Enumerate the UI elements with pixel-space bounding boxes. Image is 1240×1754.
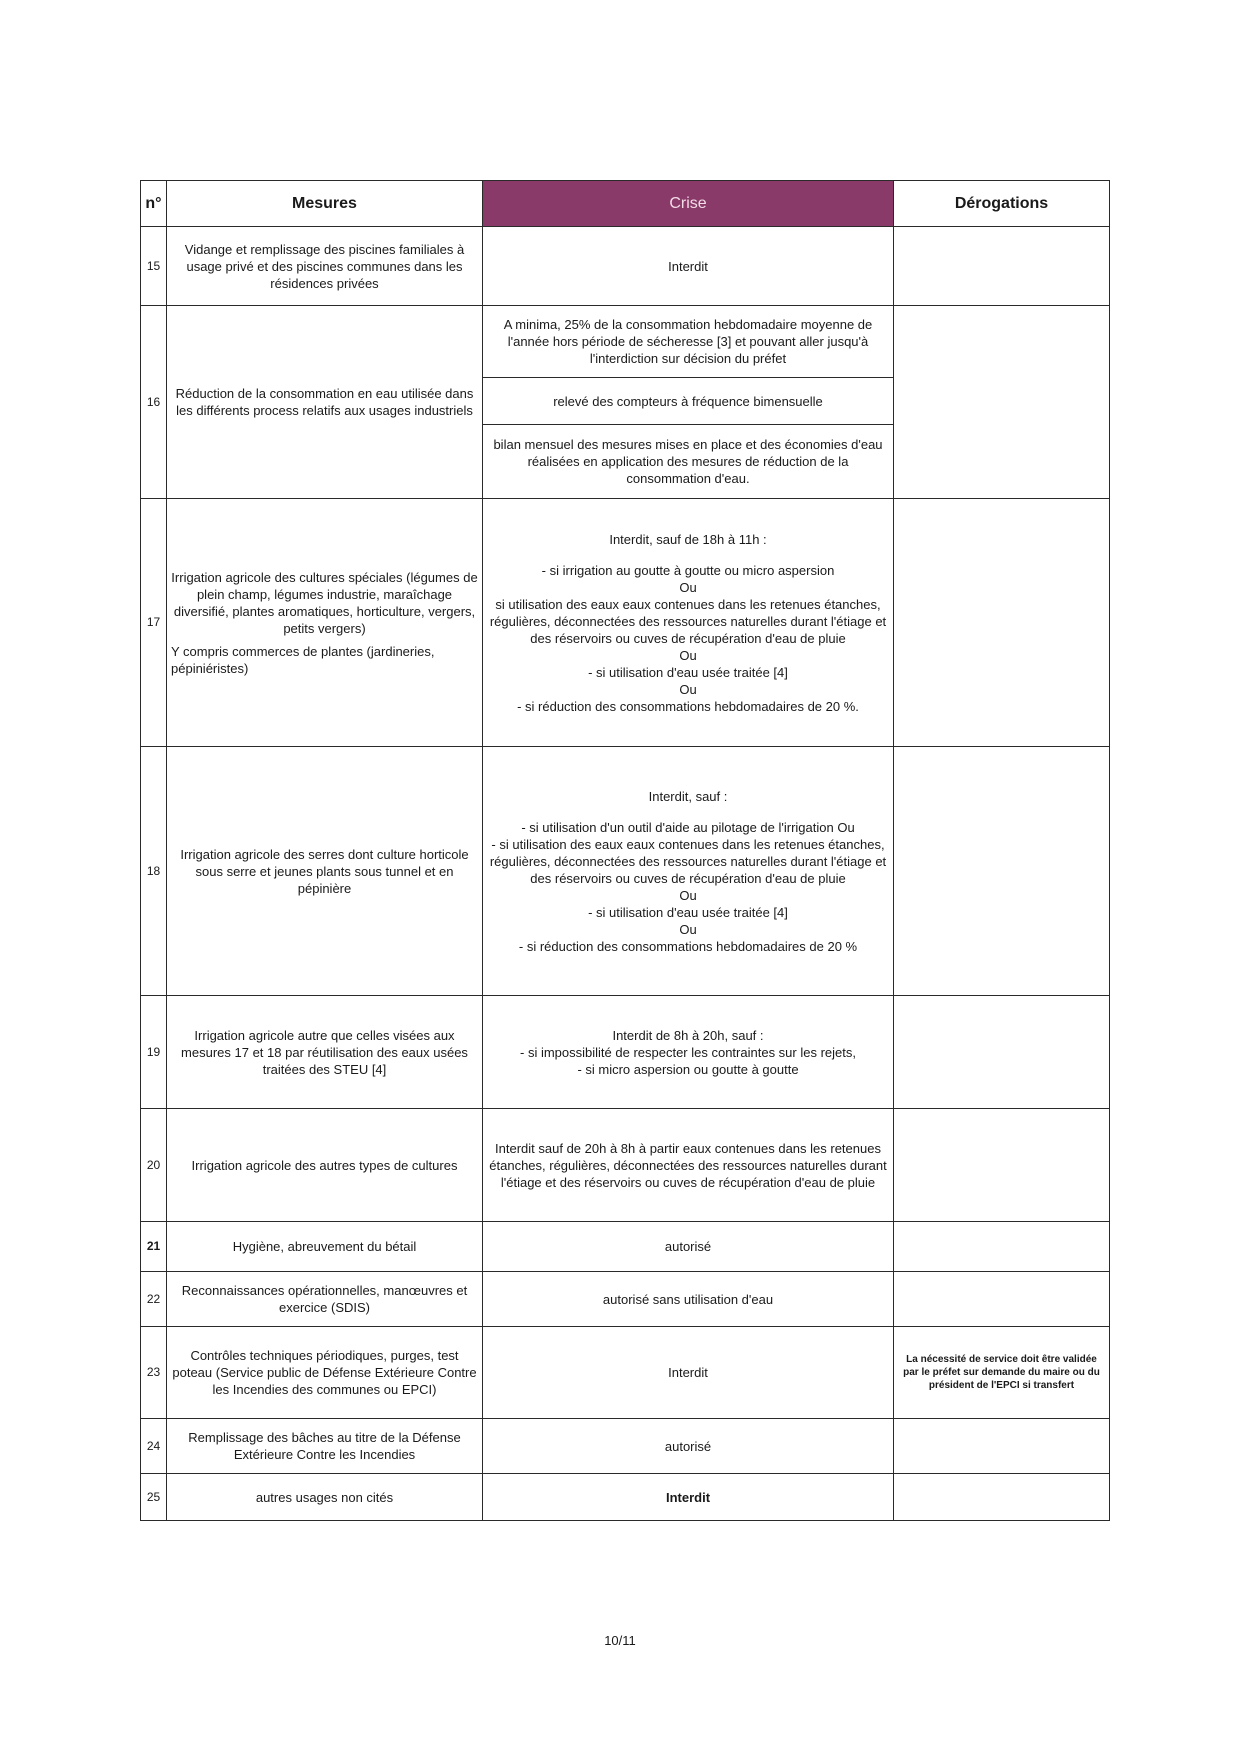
mesure-cell — [167, 499, 483, 747]
table-row — [141, 306, 1110, 378]
crise-cell: Interdit sauf de 20h à 8h à partir eaux contenues dans les retenues étanches, régulières, déconnectées des ressources naturelles durant l'étiage et des réservoirs ou cuves de récupération d'eau de pluie — [483, 1109, 894, 1222]
crise-line: - si utilisation d'un outil d'aide au pilotage de l'irrigation Ou — [521, 819, 855, 835]
crise-line: - si utilisation d'eau usée traitée [4] — [588, 664, 788, 680]
derogation-cell — [894, 1222, 1110, 1272]
crise-line: Ou — [679, 921, 697, 937]
crise-line: - si réduction des consommations hebdomadaires de 20 % — [518, 938, 858, 954]
mesure-cell: autres usages non cités — [167, 1474, 483, 1521]
crise-title: Interdit, sauf : — [648, 788, 728, 804]
crise-cell: Interdit — [483, 227, 894, 306]
crise-cell: Interdit — [483, 1474, 894, 1521]
crise-line: - si réduction des consommations hebdomadaires de 20 %. — [517, 698, 859, 714]
mesure-cell: Remplissage des bâches au titre de la Défense Extérieure Contre les Incendies — [167, 1419, 483, 1474]
mesure-cell: Réduction de la consommation en eau utilisée dans les différents process relatifs aux usages industriels — [167, 306, 483, 499]
derogation-cell — [894, 306, 1110, 499]
crise-line: Ou — [679, 579, 697, 595]
table-row — [141, 1272, 1110, 1327]
crise-cell-part-1: A minima, 25% de la consommation hebdomadaire moyenne de l'année hors période de sécheresse [3] et pouvant aller jusqu'à l'interdiction sur décision du préfet — [483, 306, 894, 378]
crise-cell — [483, 499, 894, 747]
row-number: 25 — [141, 1474, 167, 1521]
table-row — [141, 227, 1110, 306]
row-number: 21 — [141, 1222, 167, 1272]
row-number: 18 — [141, 747, 167, 996]
crise-line: - si micro aspersion ou goutte à goutte — [577, 1061, 799, 1077]
crise-cell: Interdit — [483, 1327, 894, 1419]
crise-line: Ou — [679, 681, 697, 697]
row-number: 15 — [141, 227, 167, 306]
table-row — [141, 499, 1110, 747]
crise-line: Interdit de 8h à 20h, sauf : — [612, 1027, 764, 1043]
crise-line: - si utilisation d'eau usée traitée [4] — [588, 904, 788, 920]
row-number: 24 — [141, 1419, 167, 1474]
derogation-cell — [894, 1109, 1110, 1222]
row-number: 19 — [141, 996, 167, 1109]
mesure-cell: Vidange et remplissage des piscines familiales à usage privé et des piscines communes dans les résidences privées — [167, 227, 483, 306]
derogation-cell — [894, 1474, 1110, 1521]
table-row — [141, 747, 1110, 996]
header-crise: Crise — [483, 181, 894, 227]
crise-line: - si irrigation au goutte à goutte ou micro aspersion — [541, 562, 835, 578]
derogation-cell — [894, 996, 1110, 1109]
crise-title: Interdit, sauf de 18h à 11h : — [609, 531, 767, 547]
crise-cell-part-2: relevé des compteurs à fréquence bimensuelle — [483, 378, 894, 425]
measures-table — [140, 180, 1110, 1521]
derogation-cell — [894, 1419, 1110, 1474]
table-row — [141, 996, 1110, 1109]
header-mesures: Mesures — [167, 181, 483, 227]
crise-cell: autorisé sans utilisation d'eau — [483, 1272, 894, 1327]
derogation-cell — [894, 227, 1110, 306]
header-num: n° — [141, 181, 167, 227]
mesure-note: Y compris commerces de plantes (jardineries, pépiniéristes) — [171, 643, 435, 676]
crise-line: si utilisation des eaux eaux contenues dans les retenues étanches, régulières, déconnectées des ressources naturelles durant l'étiage et des réservoirs ou cuves de récupération d'eau de pluie — [489, 596, 887, 646]
crise-cell: autorisé — [483, 1222, 894, 1272]
mesure-text: Irrigation agricole des cultures spéciales (légumes de plein champ, légumes industrie, maraîchage diversifié, plantes aromatiques, horticulture, vergers, petits vergers) — [171, 569, 478, 636]
crise-cell-part-3: bilan mensuel des mesures mises en place et des économies d'eau réalisées en application des mesures de réduction de la consommation d'eau. — [483, 425, 894, 499]
mesure-cell: Irrigation agricole des autres types de cultures — [167, 1109, 483, 1222]
mesure-cell: Irrigation agricole des serres dont culture horticole sous serre et jeunes plants sous tunnel et en pépinière — [167, 747, 483, 996]
mesure-cell: Hygiène, abreuvement du bétail — [167, 1222, 483, 1272]
crise-cell: autorisé — [483, 1419, 894, 1474]
derogation-cell: La nécessité de service doit être validée par le préfet sur demande du maire ou du président de l'EPCI si transfert — [894, 1327, 1110, 1419]
crise-line: Ou — [679, 887, 697, 903]
header-derogations: Dérogations — [894, 181, 1110, 227]
mesure-cell: Contrôles techniques périodiques, purges, test poteau (Service public de Défense Extérieure Contre les Incendies des communes ou EPCI) — [167, 1327, 483, 1419]
mesure-cell: Reconnaissances opérationnelles, manœuvres et exercice (SDIS) — [167, 1272, 483, 1327]
row-number: 23 — [141, 1327, 167, 1419]
table-row — [141, 1327, 1110, 1419]
row-number: 20 — [141, 1109, 167, 1222]
table-header-row — [141, 181, 1110, 227]
table-row — [141, 1474, 1110, 1521]
crise-cell — [483, 747, 894, 996]
table-row — [141, 1419, 1110, 1474]
row-number: 17 — [141, 499, 167, 747]
table-row — [141, 1222, 1110, 1272]
row-number: 16 — [141, 306, 167, 499]
derogation-cell — [894, 747, 1110, 996]
crise-line: Ou — [679, 647, 697, 663]
derogation-cell — [894, 1272, 1110, 1327]
row-number: 22 — [141, 1272, 167, 1327]
crise-line: - si impossibilité de respecter les contraintes sur les rejets, — [520, 1044, 856, 1060]
page-number: 10/11 — [604, 1633, 636, 1648]
crise-cell — [483, 996, 894, 1109]
mesure-cell: Irrigation agricole autre que celles visées aux mesures 17 et 18 par réutilisation des eaux usées traitées des STEU [4] — [167, 996, 483, 1109]
table-row — [141, 1109, 1110, 1222]
crise-line: - si utilisation des eaux eaux contenues dans les retenues étanches, régulières, déconnectées des ressources naturelles durant l'étiage et des réservoirs ou cuves de récupération d'eau de pluie — [489, 836, 887, 886]
derogation-cell — [894, 499, 1110, 747]
